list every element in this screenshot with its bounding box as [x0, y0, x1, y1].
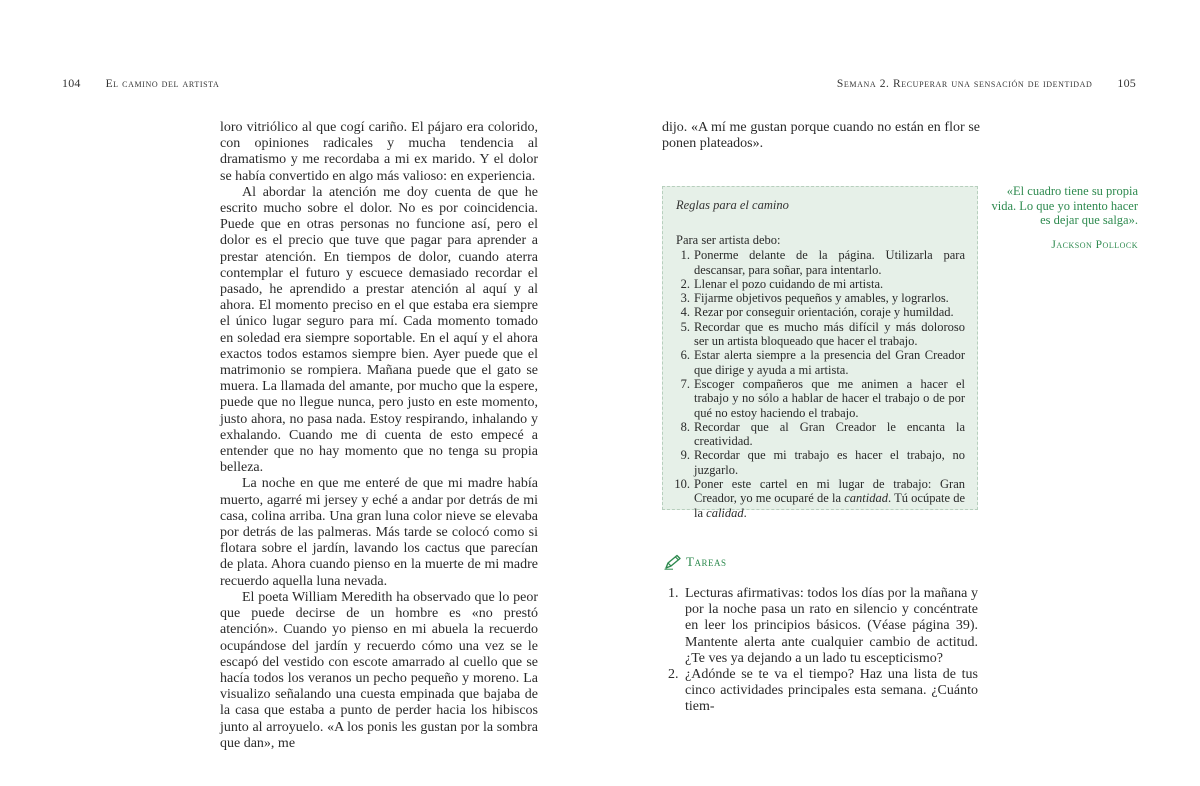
chapter-title: Semana 2. Recuperar una sensación de identidad: [836, 78, 1093, 90]
tasks-heading-label: Tareas: [686, 554, 727, 569]
body-paragraph: dijo. «A mí me gustan porque cuando no están en flor se ponen plateados».: [662, 120, 980, 152]
left-page-body: [220, 120, 538, 752]
rules-lead: Para ser artista debo:: [676, 233, 781, 247]
rule-item: 9. Recordar que mi trabajo es hacer el trabajo, no juzgarlo.: [680, 448, 965, 477]
rule-item: 3. Fijarme objetivos pequeños y amables, y lograrlos.: [680, 291, 949, 306]
body-paragraph: Al abordar la atención me doy cuenta de que he escrito mucho sobre el dolor. No es por coincidencia. Puede que en otras personas no funcione así, pero el dolor es el precio que tuve que pagar para aprender a prestar atención. En tiempos de dolor, cuando aterra contemplar el futuro y escuece demasiado recordar el pasado, he aprendido a prestar atención al aquí y al ahora. El momento preciso en el que estaba era siempre el único lugar seguro para mí. Cada momento tomado en soledad era siempre soportable. En el aquí y el ahora exactos todos estamos siempre bien. Ayer puede que el matrimonio se rompiera. Mañana puede que el gato se muera. La llamada del amante, por mucho que la espere, puede que no llegue nunca, pero justo en este momento, justo ahora, no pasa nada. Estoy respirando, inhalando y exhalando. Cuando me di cuenta de esto empecé a entender que no hay momento que no tenga su propia belleza.: [220, 184, 538, 476]
body-paragraph: loro vitriólico al que cogí cariño. El pájaro era colorido, con opiniones radicales y mucha tendencia al dramatismo y me recordaba a mi ex marido. Y el dolor se había convertido en algo más valioso: en experiencia.: [220, 120, 538, 184]
sidebar-quote: [990, 184, 1138, 252]
rule-item: 6. Estar alerta siempre a la presencia del Gran Creador que dirige y ayuda a mi artista.: [680, 348, 965, 377]
right-page-header: [837, 76, 1136, 91]
rule-item: 10. Poner este cartel en mi lugar de trabajo: Gran Creador, yo me ocuparé de la cantidad. Tú ocúpate de la calidad.: [674, 477, 966, 520]
body-paragraph: El poeta William Meredith ha observado que lo peor que puede decirse de un hombre es «no prestó atención». Cuando yo pienso en mi abuela la recuerdo ocupándose del jardín y recuerdo cómo una vez se le escapó del vestido con escote amarrado al cuello que se hacía todos los veranos un pecho pequeño y moreno. La visualizo señalando una cuesta empinada que bajaba de la casa que estaba a punto de perder hacia los hibiscos junto al arroyuelo. «A los ponis les gustan por la sombra que dan», me: [220, 589, 538, 751]
body-paragraph: La noche en que me enteré de que mi madre había muerto, agarré mi jersey y eché a andar por detrás de mi casa, colina arriba. Una gran luna color nieve se elevaba por detrás de las palmeras. Más tarde se colocó como si flotara sobre el jardín, lavando los cactus que parecían de plata. Ahora cuando pienso en la muerte de mi madre recuerdo aquella luna nevada.: [220, 476, 538, 589]
quote-text: «El cuadro tiene su propia vida. Lo que yo intento hacer es dejar que salga».: [991, 184, 1138, 227]
left-page-number: 104: [62, 76, 81, 90]
quote-author: Jackson Pollock: [1051, 238, 1138, 251]
book-title: El camino del artista: [105, 78, 220, 90]
rule-item: 4. Rezar por conseguir orientación, coraje y humildad.: [680, 305, 954, 320]
left-page-header: [62, 76, 219, 91]
tasks-heading: [664, 554, 726, 570]
rule-item: 1. Ponerme delante de la página. Utilizarla para descansar, para soñar, para intentarlo.: [680, 248, 965, 277]
right-page-number: 105: [1117, 76, 1136, 90]
rules-box: [662, 186, 978, 520]
rule-item: 2. Llenar el pozo cuidando de mi artista.: [680, 276, 884, 291]
task-item: 1. Lecturas afirmativas: todos los días por la mañana y por la noche pasa un rato en silencio y concéntrate en leer los principios básicos. (Véase página 39). Mantente alerta ante cualquier cambio de actitud. ¿Te ves ya dejando a un lado tu escepticismo?: [668, 586, 978, 666]
right-page-body: [662, 120, 980, 152]
rules-title: Reglas para el camino: [676, 198, 789, 212]
rules-list: [676, 248, 965, 520]
rule-item: 7. Escoger compañeros que me animen a hacer el trabajo y no sólo a hablar de hacer el trabajo o de por qué no estoy haciendo el trabajo.: [680, 376, 965, 420]
rule-item: 5. Recordar que es mucho más difícil y más doloroso ser un artista bloqueado que hacer el trabajo.: [680, 319, 965, 349]
task-item: 2. ¿Adónde se te va el tiempo? Haz una lista de tus cinco actividades principales esta semana. ¿Cuánto tiem-: [668, 667, 978, 715]
pencil-icon: [664, 554, 682, 570]
tasks-list: [668, 586, 978, 716]
rule-item: 8. Recordar que al Gran Creador le encanta la creatividad.: [680, 419, 965, 449]
